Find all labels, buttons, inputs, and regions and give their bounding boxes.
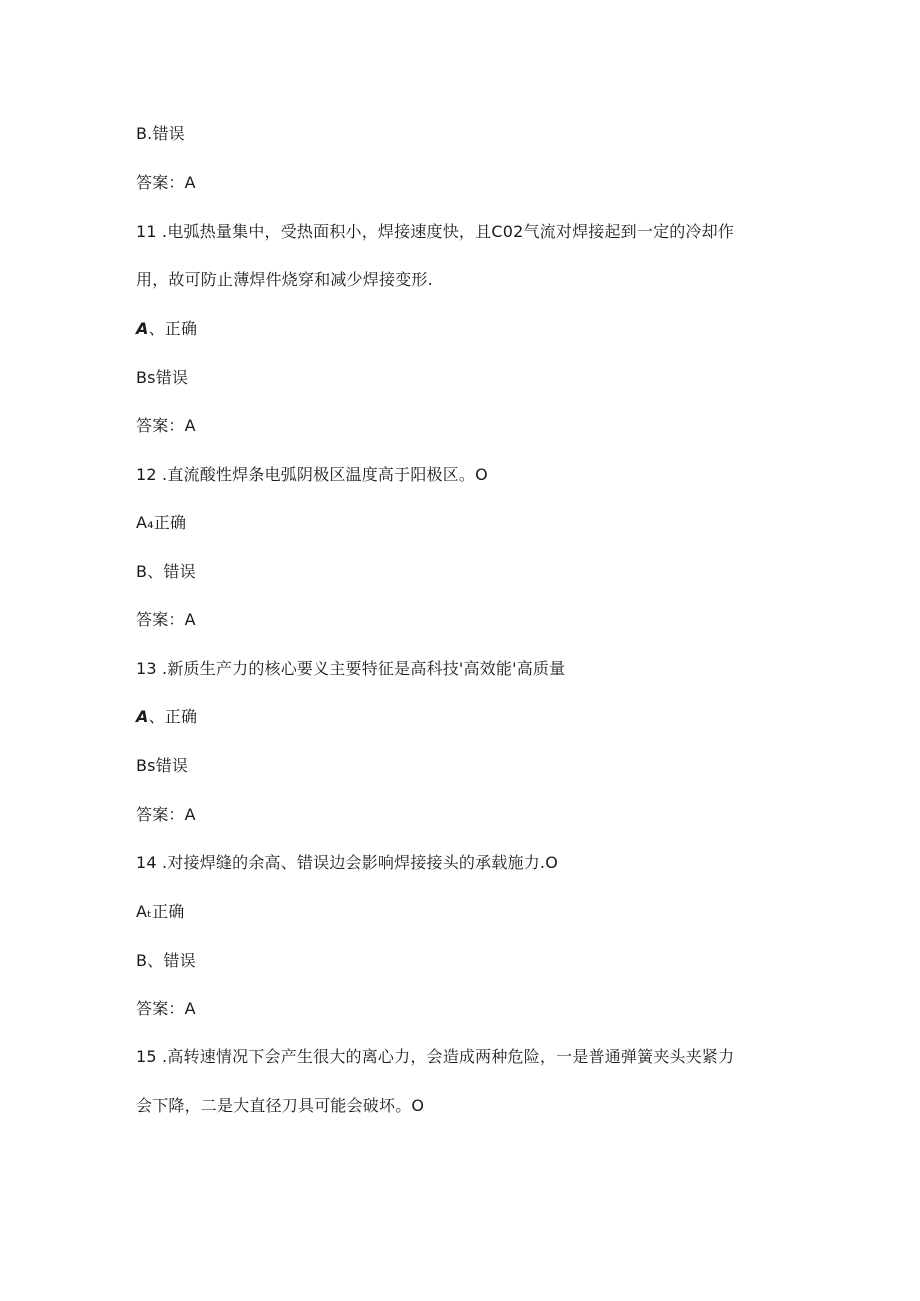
answer-prev: 答案：A [136,173,196,192]
question-13-option-a [136,707,197,727]
question-11-option-a [136,319,197,339]
question-13-option-b: Bs错误 [136,756,189,775]
option-a-letter: A [136,319,149,338]
question-12-answer: 答案：A [136,610,196,629]
question-14-option-a: Aₜ正确 [136,902,185,921]
option-a-text: 、正确 [148,319,198,338]
question-12: 12 .直流酸性焊条电弧阴极区温度高于阳极区。O [136,465,488,484]
question-14-option-b: B、错误 [136,951,196,970]
question-12-option-b: B、错误 [136,562,196,581]
question-11-line1: 11 .电弧热量集中，受热面积小，焊接速度快，且C02气流对焊接起到一定的冷却作 [136,222,735,241]
question-11-answer: 答案：A [136,416,196,435]
option-a-text: 、正确 [148,707,198,726]
question-14: 14 .对接焊缝的余高、错误边会影响焊接接头的承载施力.O [136,853,559,872]
option-b-prev: B.错误 [136,124,185,143]
question-13: 13 .新质生产力的核心要义主要特征是高科技'高效能'高质量 [136,659,566,678]
question-13-answer: 答案：A [136,805,196,824]
question-14-answer: 答案：A [136,999,196,1018]
question-12-option-a: A₄正确 [136,513,187,532]
question-11-option-b: Bs错误 [136,368,189,387]
option-a-letter: A [136,707,149,726]
question-11-line2: 用，故可防止薄焊件烧穿和减少焊接变形. [136,270,433,289]
question-15-line2: 会下降，二是大直径刀具可能会破坏。O [136,1096,425,1115]
question-15-line1: 15 .高转速情况下会产生很大的离心力，会造成两种危险，一是普通弹簧夹头夹紧力 [136,1047,735,1066]
